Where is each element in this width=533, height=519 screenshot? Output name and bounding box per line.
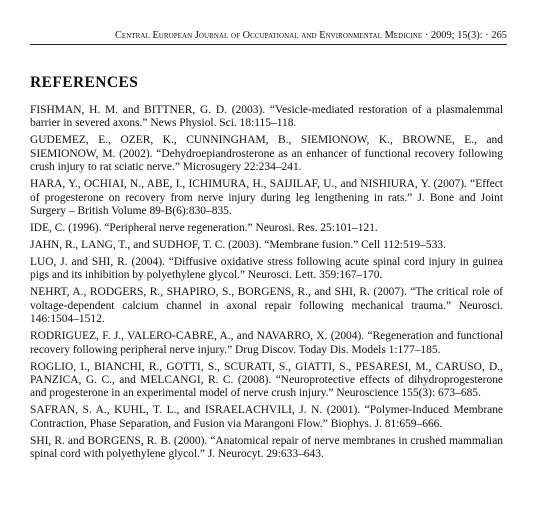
reference-entry: SHI, R. and BORGENS, R. B. (2000). “Anatomical repair of nerve membranes in crushed mammalian spinal cord with polyethylene glycol.” J. Neurocyt. 29:633–643. [30,434,503,461]
reference-entry: JAHN, R., LANG, T., and SUDHOF, T. C. (2003). “Membrane fusion.” Cell 112:519–533. [30,239,446,252]
reference-list [30,104,503,465]
reference-entry: FISHMAN, H. M. and BITTNER, G. D. (2003). “Vesicle-mediated restoration of a plasmalemmal barrier in severed axons.” News Physiol. Sci. 18:115–118. [30,104,503,130]
running-header: Central European Journal of Occupational and Environmental Medicine · 2009; 15(3): · 265 [115,30,507,41]
reference-entry: SAFRAN, S. A., KUHL, T. L., and ISRAELACHVILI, J. N. (2001). “Polymer-Induced Membrane Contraction, Phase Separation, and Fusion via Marangoni Flow.” Biophys. J. 81:659–666. [30,404,503,430]
reference-entry: IDE, C. (1996). “Peripheral nerve regeneration.” Neurosi. Res. 25:101–121. [30,222,378,235]
reference-entry: ROGLIO, I., BIANCHI, R., GOTTI, S., SCURATI, S., GIATTI, S., PESARESI, M., CARUSO, D., PANZICA, G. C., and MELCANGI, R. C. (2008). “Neuroprotective effects of dihydroprogesterone and progesterone in an experimental model of nerve crush injury.” Neuroscience 155(3): 673–685. [30,360,503,400]
reference-entry: NEHRT, A., RODGERS, R., SHAPIRO, S., BORGENS, R., and SHI, R. (2007). “The critical role of voltage-dependent calcium channel in axonal repair following mechanical trauma.” Neurosci. 146:1504–1512. [30,286,503,326]
section-title: REFERENCES [30,74,139,91]
header-rule [30,44,507,45]
reference-entry: HARA, Y., OCHIAI, N., ABE, I., ICHIMURA, H., SAIJILAF, U., and NISHIURA, Y. (2007). “Effect of progesterone on recovery from nerve injury during leg lengthening in rats.” J. Bone and Joint Surgery – British Volume 89-B(6):830–835. [30,178,503,218]
reference-entry: RODRIGUEZ, F. J., VALERO-CABRE, A., and NAVARRO, X. (2004). “Regeneration and functional recovery following peripheral nerve injury.” Drug Discov. Today Dis. Models 1:177–185. [30,330,503,356]
reference-entry: GUDEMEZ, E., OZER, K., CUNNINGHAM, B., SIEMIONOW, K., BROWNE, E., and SIEMIONOW, M. (2002). “Dehydroepiandrosterone as an enhancer of functional recovery following crush injury to rat sciatic nerve.” Microsugery 22:234–241. [30,134,503,174]
reference-entry: LUO, J. and SHI, R. (2004). “Diffusive oxidative stress following acute spinal cord injury in guinea pigs and its inhibition by polyethylene glycol.” Neurosci. Lett. 359:167–170. [30,256,503,282]
